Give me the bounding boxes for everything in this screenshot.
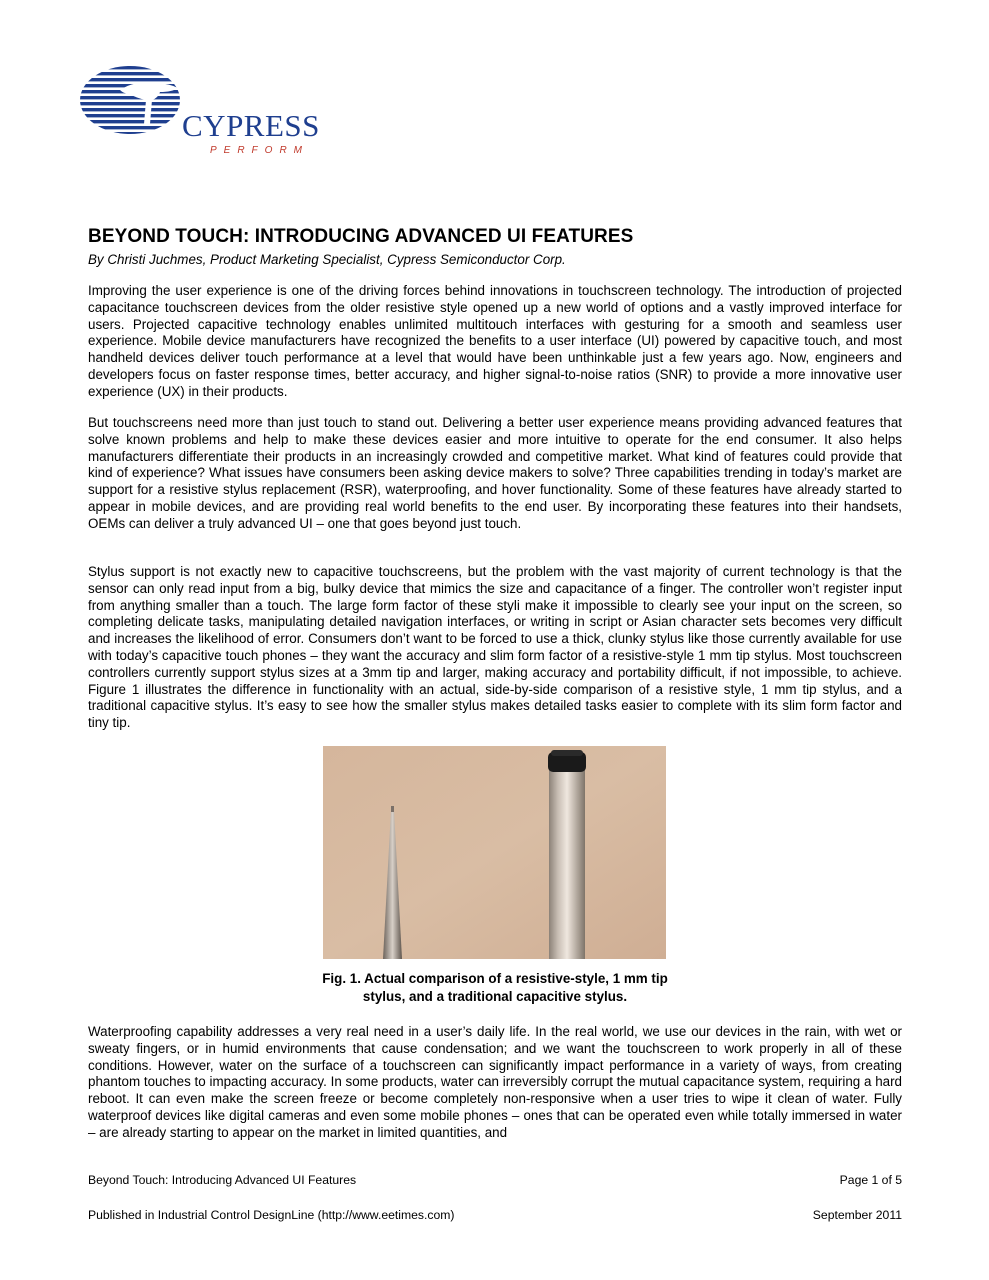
logo-tagline: PERFORM [210,145,309,156]
footer-page-number: Page 1 of 5 [839,1173,902,1187]
stylus-comparison-photo [323,746,666,959]
paragraph-stylus: Stylus support is not exactly new to capacitive touchscreens, but the problem with the vast majority of current technology is that the sensor can only read input from a big, bulky device that mimics the size and capacitance of a finger. The controller won’t register input from anything smaller than a touch. The large form factor of these styli make it impossible to clearly see your input on the screen, so completing delicate tasks, manipulating detailed navigation interfaces, or writing in script or Asian character sets becomes very difficult and increases the likelihood of error. Consumers don’t want to be forced to use a thick, clunky stylus like those currently available for use with today’s capacitive touch phones – they want the accuracy and slim form factor of a resistive-style 1 mm tip stylus. Most touchscreen controllers currently support stylus sizes at a 3mm tip and larger, making accuracy and portability difficult, if not impossible, to achieve. Figure 1 illustrates the difference in functionality with an actual, side-by-side comparison of a resistive style, 1 mm tip stylus, and a traditional capacitive stylus. It’s easy to see how the smaller stylus makes detailed tasks easier to complete with its slim form factor and tiny tip. [88,564,902,731]
footer-date: September 2011 [812,1208,902,1222]
paragraph-features: But touchscreens need more than just touch to stand out. Delivering a better user experience means providing advanced features that solve known problems and help to make these devices easier and more intuitive to operate for the end consumer. It also helps manufacturers differentiate their products in an increasingly crowded and competitive market. What kind of features could provide that kind of experience? What issues have consumers been asking device makers to solve? Three capabilities trending in today’s market are support for a resistive stylus replacement (RSR), waterproofing, and hover functionality. Some of these features have already started to appear in mobile devices, and are providing real world benefits to the end user. By incorporating these features into their handsets, OEMs can deliver a truly advanced UI – one that goes beyond just touch. [88,415,902,531]
caption-line-2: stylus, and a traditional capacitive stylus. [362,989,628,1004]
logo-wordmark: CYPRESS [182,108,320,143]
caption-line-1: Fig. 1. Actual comparison of a resistive-style, 1 mm tip [322,971,668,986]
article-byline: By Christi Juchmes, Product Marketing Specialist, Cypress Semiconductor Corp. [88,252,566,267]
paragraph-intro: Improving the user experience is one of the driving forces behind innovations in touchscreen technology. The introduction of projected capacitance touchscreen devices from the older resistive style opened up a new world of options and a vastly improved interface for users. Projected capacitive technology enables unlimited multitouch interfaces with gesturing for a smooth and seamless user experience. Mobile device manufacturers have recognized the benefits to a user interface (UI) powered by capacitive touch, and most handheld devices deliver touch performance at a level that would have been unthinkable just a few years ago. Now, engineers and developers focus on faster response times, better accuracy, and higher signal-to-noise ratios (SNR) to provide a more innovative user experience (UX) in their products. [88,283,902,399]
figure-caption [290,970,700,1006]
paragraph-waterproofing: Waterproofing capability addresses a very real need in a user’s daily life. In the real world, we use our devices in the rain, with wet or sweaty fingers, or in humid environments that cause condensation; and we want the touchscreen to work properly in all of these conditions. However, water on the surface of a touchscreen can significantly impact performance in a variety of ways, from creating phantom touches to impacting accuracy. In some products, water can irreversibly corrupt the mutual capacitance system, requiring a hard reboot. It can even make the screen freeze or become completely non-responsive when a user tries to wipe it clean of water. Fully waterproof devices like digital cameras and even some mobile phones – ones that can be operated even while totally immersed in water – are already starting to appear on the market in limited quantities, and [88,1024,902,1140]
footer-row-2 [88,1208,902,1222]
article-title: BEYOND TOUCH: INTRODUCING ADVANCED UI FEATURES [88,226,634,247]
footer-doc-title: Beyond Touch: Introducing Advanced UI Features [88,1173,357,1187]
footer-publication: Published in Industrial Control DesignLine (http://www.eetimes.com) [88,1208,455,1222]
footer-row-1 [88,1173,902,1187]
